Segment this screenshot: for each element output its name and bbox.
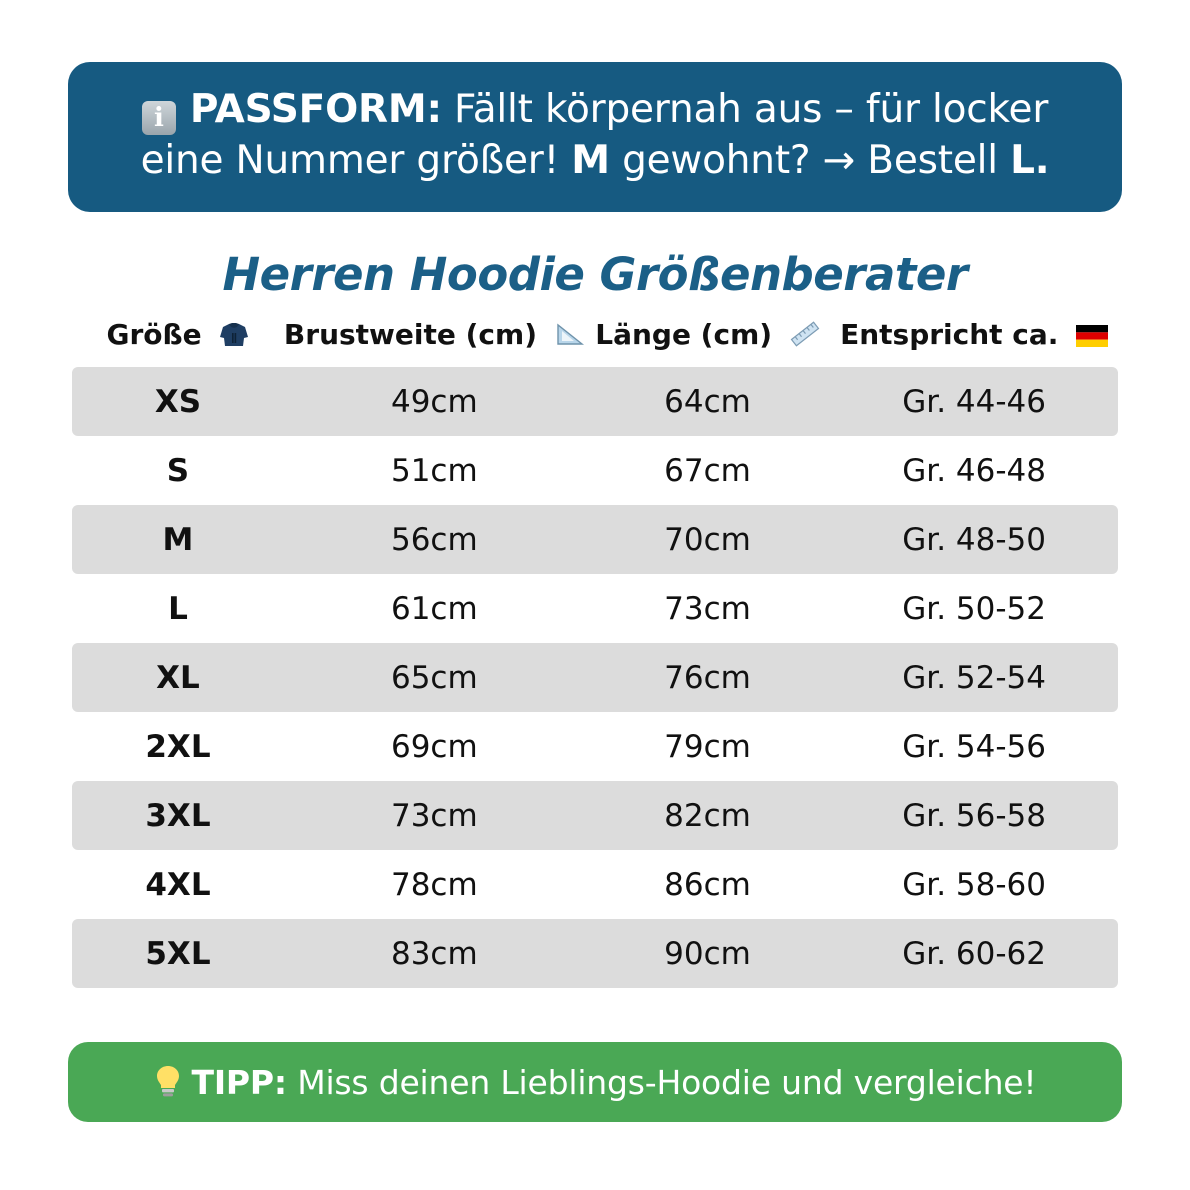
table-header-row: [72, 312, 1118, 367]
cell-size: XS: [72, 367, 284, 436]
table-row: [72, 850, 1118, 919]
cell-length: 79cm: [664, 728, 751, 765]
fit-info-size-known: M: [571, 138, 610, 183]
hoodie-icon: [219, 321, 249, 347]
column-header-chest: [284, 312, 585, 367]
table-row: [72, 781, 1118, 850]
cell-chest: 78cm: [390, 866, 478, 903]
cell-length: 70cm: [585, 505, 831, 574]
tip-rest: Miss deinen Lieblings-Hoodie und vergleiche!: [286, 1062, 1037, 1102]
fit-info-line1: Fällt körpernah aus – für locker: [441, 86, 1049, 132]
column-header-equivalent: [830, 312, 1118, 367]
cell-length: 76cm: [585, 643, 831, 712]
info-icon: i: [142, 101, 176, 135]
cell-length: 90cm: [585, 919, 831, 988]
column-header-size-label: Größe: [106, 318, 202, 351]
table-row: [72, 919, 1118, 988]
ruler-icon: [790, 321, 820, 347]
table-row: [72, 505, 1118, 574]
cell-length: 64cm: [585, 367, 831, 436]
table-row: [72, 712, 1118, 781]
fit-info-line2-a: eine Nummer größer!: [140, 138, 572, 183]
set-square-icon: [555, 321, 585, 347]
cell-equivalent: Gr. 52-54: [830, 643, 1118, 712]
cell-length: 73cm: [664, 590, 751, 627]
table-body: [72, 367, 1118, 988]
column-header-equivalent-label: Entspricht ca.: [840, 318, 1059, 351]
cell-size: 5XL: [72, 919, 284, 988]
tip-label: TIPP:: [191, 1062, 287, 1102]
column-header-length: [585, 312, 831, 367]
table-header: [72, 312, 1118, 367]
fit-info-line2-b: gewohnt? → Bestell: [609, 138, 1011, 183]
light-bulb-icon: [154, 1064, 182, 1098]
cell-size: L: [168, 590, 188, 627]
cell-chest: 49cm: [284, 367, 585, 436]
table-row: [72, 643, 1118, 712]
cell-chest: 73cm: [284, 781, 585, 850]
cell-size: 3XL: [72, 781, 284, 850]
cell-size: M: [72, 505, 284, 574]
fit-info-banner: [68, 62, 1122, 212]
fit-info-size-recommended: L.: [1010, 138, 1050, 183]
size-table: [72, 312, 1118, 988]
cell-equivalent: Gr. 46-48: [902, 452, 1046, 489]
cell-equivalent: Gr. 58-60: [902, 866, 1046, 903]
cell-length: 82cm: [585, 781, 831, 850]
cell-equivalent: Gr. 50-52: [902, 590, 1046, 627]
cell-equivalent: Gr. 48-50: [830, 505, 1118, 574]
cell-size: S: [166, 452, 190, 489]
cell-length: 86cm: [664, 866, 751, 903]
cell-chest: 61cm: [390, 590, 478, 627]
column-header-size: [72, 312, 284, 367]
cell-equivalent: Gr. 56-58: [830, 781, 1118, 850]
cell-chest: 83cm: [284, 919, 585, 988]
german-flag-icon: [1076, 325, 1108, 347]
cell-size: 2XL: [145, 728, 211, 765]
column-header-length-label: Länge (cm): [595, 318, 773, 351]
table-row: [72, 367, 1118, 436]
cell-chest: 51cm: [390, 452, 478, 489]
cell-size: XL: [72, 643, 284, 712]
cell-chest: 56cm: [284, 505, 585, 574]
cell-equivalent: Gr. 54-56: [902, 728, 1046, 765]
tip-text: [154, 1063, 1037, 1102]
cell-length: 67cm: [664, 452, 751, 489]
table-row: [72, 574, 1118, 643]
cell-equivalent: Gr. 44-46: [830, 367, 1118, 436]
column-header-chest-label: Brustweite (cm): [283, 318, 538, 351]
cell-chest: 69cm: [390, 728, 478, 765]
tip-banner: [68, 1042, 1122, 1122]
fit-info-text: [141, 84, 1050, 187]
page-title: Herren Hoodie Größenberater: [222, 248, 968, 301]
cell-chest: 65cm: [284, 643, 585, 712]
cell-size: 4XL: [145, 866, 211, 903]
cell-equivalent: Gr. 60-62: [830, 919, 1118, 988]
fit-info-label: PASSFORM:: [189, 86, 442, 132]
table-row: [72, 436, 1118, 505]
